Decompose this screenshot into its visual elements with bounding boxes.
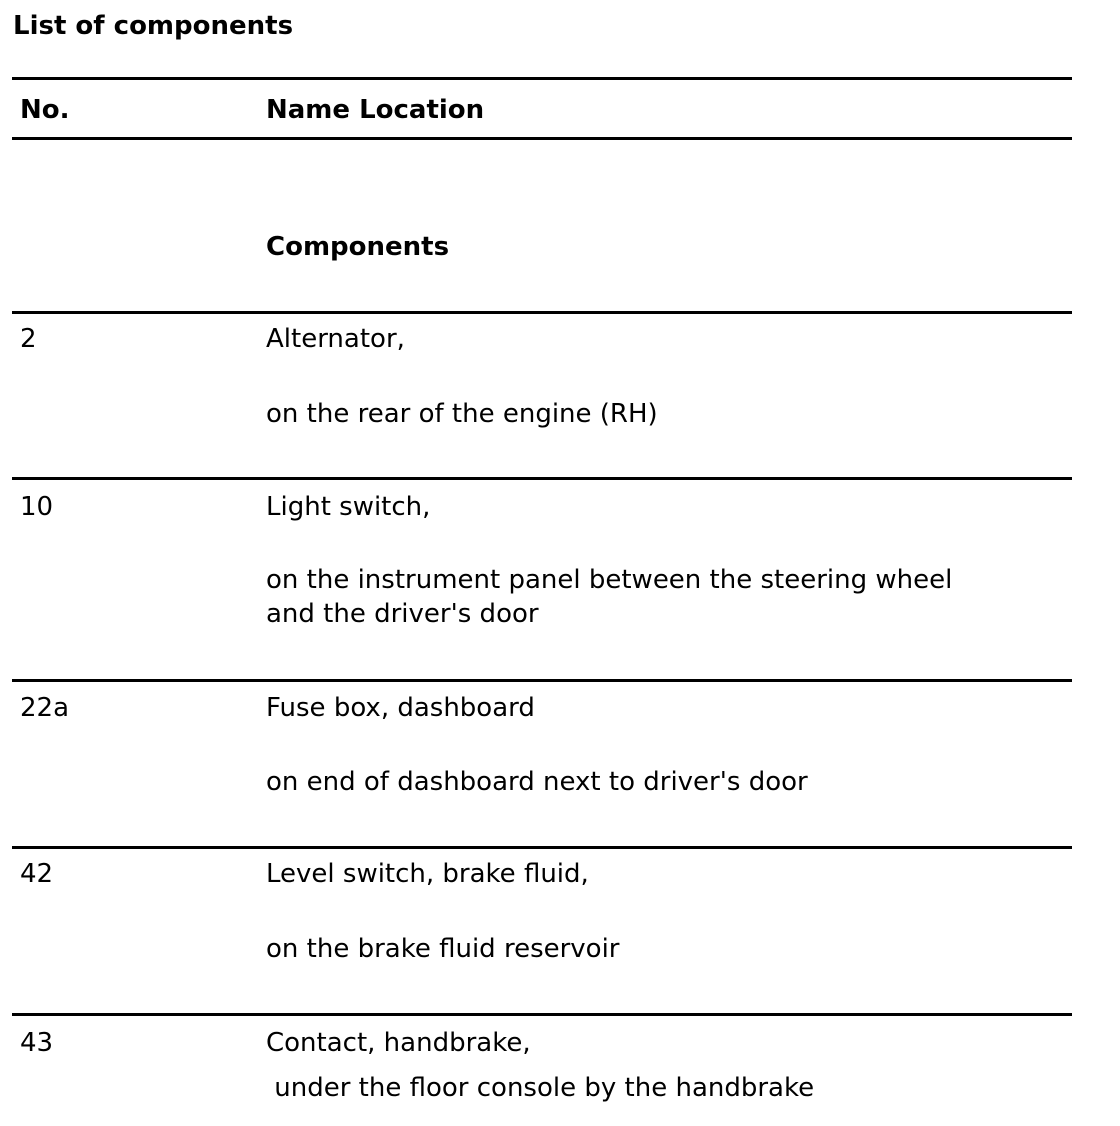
column-header-no: No. [20, 95, 70, 125]
row-number: 42 [20, 859, 54, 889]
column-header-name-location: Name Location [266, 95, 485, 125]
table-top-rule [12, 77, 1072, 80]
row-number: 2 [20, 324, 37, 354]
row-divider [12, 1013, 1072, 1016]
component-location: on end of dashboard next to driver's door [266, 767, 808, 797]
component-location: under the floor console by the handbrake [266, 1073, 815, 1103]
component-name: Alternator, [266, 324, 405, 354]
section-rule [12, 311, 1072, 314]
row-number: 43 [20, 1028, 54, 1058]
component-location: and the driver's door [266, 599, 539, 629]
row-number: 10 [20, 492, 54, 522]
header-bottom-rule [12, 137, 1072, 140]
component-location: on the rear of the engine (RH) [266, 399, 658, 429]
row-divider [12, 846, 1072, 849]
component-name: Fuse box, dashboard [266, 693, 535, 723]
component-location: on the instrument panel between the steering wheel [266, 565, 953, 595]
component-name: Light switch, [266, 492, 431, 522]
section-heading: Components [266, 232, 450, 262]
row-divider [12, 477, 1072, 480]
component-name: Contact, handbrake, [266, 1028, 531, 1058]
row-number: 22a [20, 693, 70, 723]
component-name: Level switch, brake fluid, [266, 859, 589, 889]
row-divider [12, 679, 1072, 682]
component-location: on the brake fluid reservoir [266, 934, 620, 964]
document-title: List of components [13, 11, 294, 41]
